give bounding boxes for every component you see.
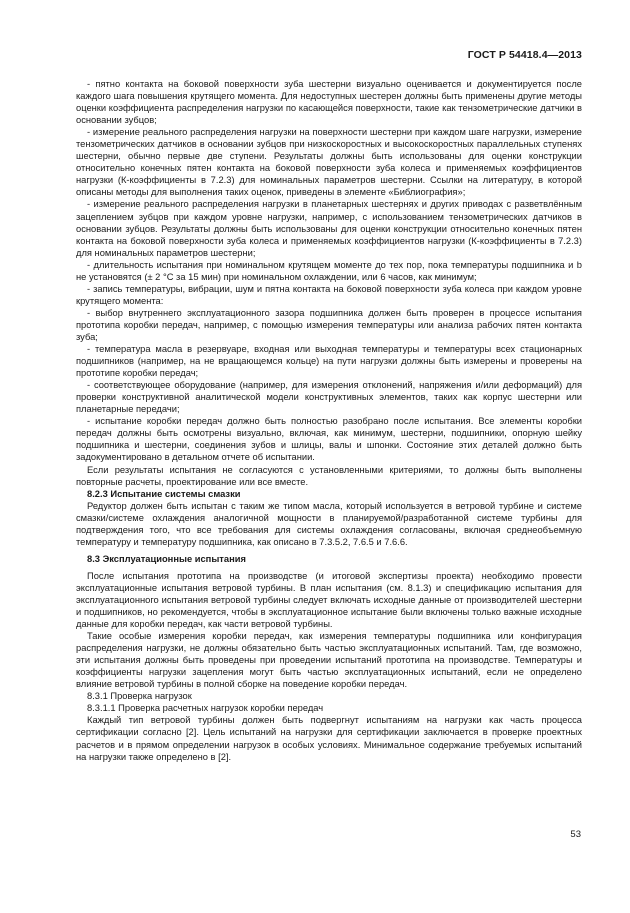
subsection-heading-8-3-1-1: 8.3.1.1 Проверка расчетных нагрузок коробки передач [87,703,324,714]
paragraph: - запись температуры, вибрации, шум и пятна контакта на боковой поверхности зуба колеса при каждом уровне крутящего момента: [76,283,582,306]
page-body [76,78,582,763]
subsection-heading-8-3-1: 8.3.1 Проверка нагрузок [87,691,192,702]
page-number: 53 [570,829,581,840]
paragraph: После испытания прототипа на производстве (и итоговой экспертизы проекта) необходимо провести эксплуатационные испытания ветровой турбины. В план испытания (см. 8.1.3) и спецификацию испытания для эксплуатационного испытания ветровой турбины следует включать исходные данные от производителей шестерни и подшипников, но рекомендуется, чтобы в эксплуатационное испытание были включены только важные исходные данные для коробки передач, как части ветровой турбины. [76,570,582,630]
paragraph: Если результаты испытания не согласуются с установленными критериями, то должны быть выполнены повторные расчеты, проектирование или все вместе. [76,464,582,487]
paragraph: - соответствующее оборудование (например, для измерения отклонений, напряжения и/или деформаций) для проверки конструктивной аналитической модели конструктивных элементов, таких как корпус шестерни или планетарные передачи; [76,380,582,415]
paragraph: - измерение реального распределения нагрузки на поверхности шестерни при каждом шаге нагрузки, измерение тензометрических датчиков в основании зубцов при низкоскоростных и высокоскоростных параллельных ступенях шестерни, обычно первые две ступени. Результаты должны быть использованы для оценки конструкции относительно конечных пятен контакта на боковой поверхности зуба колеса и применяемых коэффициентов нагрузки (К-коэффициенты в 7.2.3) для номинальных параметров шестерни. Ссылки на литературу, в которой описаны методы для выполнения таких оценок, приведены в элементе «Библиография»; [76,127,582,198]
paragraph: - выбор внутреннего эксплуатационного зазора подшипника должен быть проверен в процессе испытания прототипа коробки передач, например, с помощью измерения температуры или анализа рабочих пятен контакта зуба; [76,307,582,342]
paragraph: - температура масла в резервуаре, входная или выходная температуры и температуры всех стационарных подшипников (например, на не вращающемся кольце) на пути нагрузки должны быть измерены и проверены на прототипе коробки передач; [76,344,582,379]
paragraph: - длительность испытания при номинальном крутящем моменте до тех пор, пока температуры подшипника и b не установятся (± 2 °С за 15 мин) при номинальном охлаждении, или 6 часов, как минимум; [76,259,582,282]
paragraph: Такие особые измерения коробки передач, как измерения температуры подшипника или конфигурация распределения нагрузки, не должны обязательно быть частью эксплуатационных испытаний. Там, где возможно, эти испытания должны быть проведены при проведении испытаний прототипа на производстве. Температуры и коэффициенты нагрузки зацепления могут быть частью эксплуатационных испытаний, если не определено влияние ветровой турбины в полной сборке на поведение коробки передач. [76,631,582,690]
paragraph: - пятно контакта на боковой поверхности зуба шестерни визуально оценивается и документируется после каждого шага повышения крутящего момента. Для недоступных шестерен должны быть применены другие методы оценки коэффициента распределения нагрузки по касающейся поверхности, такие как тензометрические датчики в основании зубцов; [76,79,582,126]
paragraph: - измерение реального распределения нагрузки в планетарных шестернях и других приводах с разветвлённым зацеплением зубцов при каждом уровне нагрузки, например, с использованием тензометрических датчиков в основании зубцов. Результаты должны быть использованы для оценки конструкции относительно конечных пятен контакта на боковой поверхности зуба колеса и применяемых коэффициентов нагрузки (К-коэффициенты в 7.2.3) для номинальных параметров шестерни; [76,199,582,258]
section-heading-8-3: 8.3 Эксплуатационные испытания [87,553,246,564]
paragraph: Редуктор должен быть испытан с таким же типом масла, который используется в ветровой турбине и системе смазки/системе охлаждения аналогичной мощности в планируемой/разработанной системе турбины для подтверждения того, что все требования для системы охлаждения согласованы, включая среднеобъемную температуру и температуру подшипника, как описано в 7.3.5.2, 7.6.5 и 7.6.6. [76,500,582,547]
paragraph: - испытание коробки передач должно быть полностью разобрано после испытания. Все элементы коробки передач должны быть осмотрены визуально, включая, как минимум, шестерни, подшипники, опорную шейку подшипника и шестерни, соединения зубов и шлицы, валы и шпонки. Состояние этих деталей должно быть задокументировано в детальном отчете об испытании. [76,416,582,463]
paragraph: Каждый тип ветровой турбины должен быть подвергнут испытаниям на нагрузки как часть процесса сертификации согласно [2]. Цель испытаний на нагрузки для сертификации заключается в проверке проектных расчетов и в прямом определении нагрузок в особых условиях. Минимальное содержание требуемых испытаний на нагрузки также определено в [2]. [76,715,582,762]
section-heading-8-2-3: 8.2.3 Испытание системы смазки [87,488,241,499]
standard-header: ГОСТ Р 54418.4—2013 [467,49,582,61]
